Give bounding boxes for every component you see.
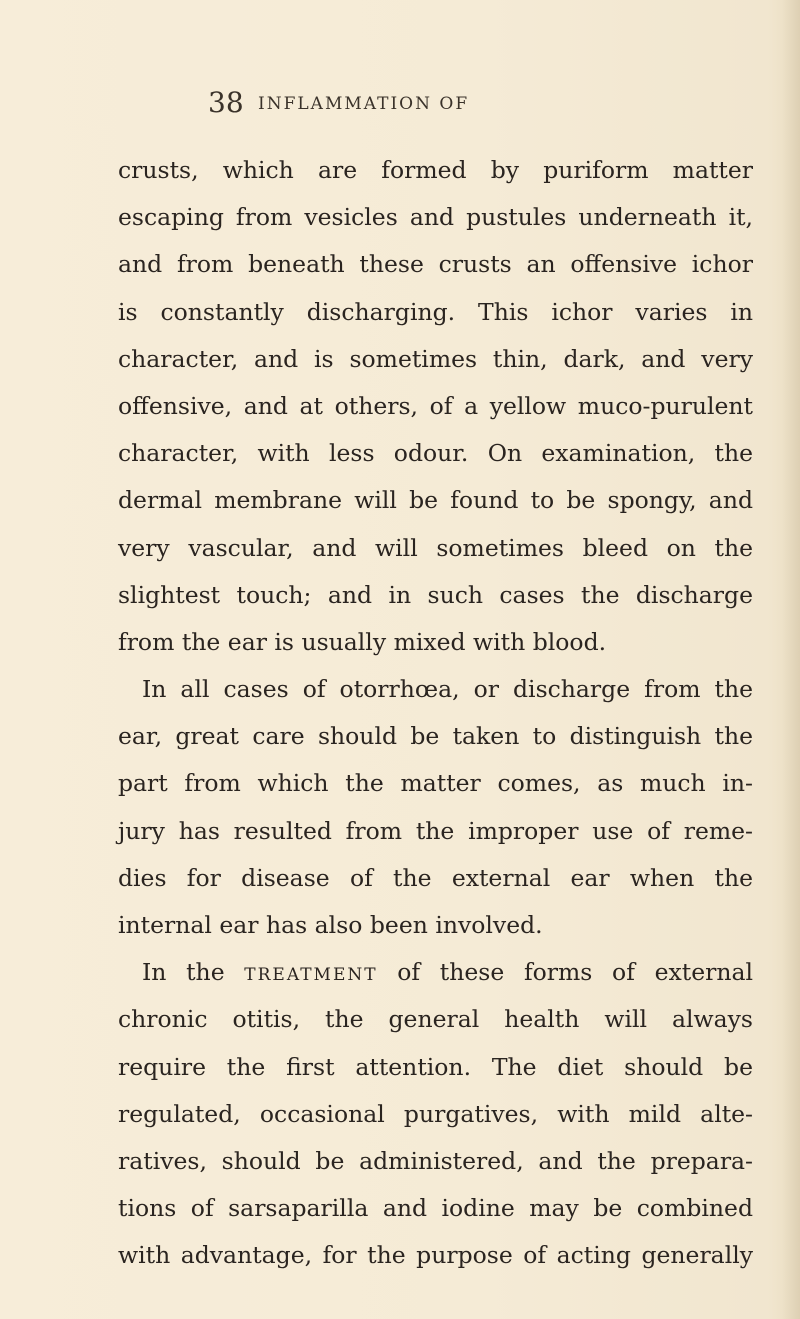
text-line: with advantage, for the purpose of acting generally (118, 1241, 753, 1270)
text-line: dies for disease of the external ear when the (118, 863, 753, 892)
text-line: regulated, occasional purgatives, with mild alte- (118, 1099, 753, 1128)
text-line: ear, great care should be taken to distinguish the (118, 722, 753, 751)
text-line: require the first attention. The diet should be (118, 1052, 753, 1081)
text-line: chronic otitis, the general health will always (118, 1005, 753, 1034)
text-line: tions of sarsaparilla and iodine may be combined (118, 1194, 753, 1223)
text-line: escaping from vesicles and pustules underneath it, (118, 203, 753, 232)
text-line: is constantly discharging. This ichor varies in (118, 297, 753, 326)
text-line: very vascular, and will sometimes bleed on the (118, 533, 753, 562)
text-line: ratives, should be administered, and the prepara- (118, 1146, 753, 1175)
page-header (208, 86, 788, 132)
text-line: character, with less odour. On examination, the (118, 439, 753, 468)
text-line: In all cases of otorrhœa, or discharge from the (142, 675, 753, 704)
text-line: crusts, which are formed by puriform matter (118, 156, 753, 184)
treatment-line-start: In the (142, 958, 245, 987)
text-line: slightest touch; and in such cases the discharge (118, 580, 753, 609)
treatment-line-end: of these forms of external (377, 958, 754, 987)
page-edge-shadow (782, 0, 800, 1319)
page-number: 38 (208, 86, 244, 119)
text-line: dermal membrane will be found to be spongy, and (118, 486, 753, 515)
treatment-line (118, 949, 753, 996)
text-line: and from beneath these crusts an offensive ichor (118, 250, 753, 279)
text-line: part from which the matter comes, as much in- (118, 769, 753, 798)
running-head: INFLAMMATION OF (258, 94, 470, 114)
text-line: offensive, and at others, of a yellow muco-purulent (118, 391, 753, 420)
text-line: internal ear has also been involved. (118, 911, 543, 939)
body-text (118, 147, 753, 1280)
treatment-smallcaps: TREATMENT (244, 965, 378, 986)
text-line: character, and is sometimes thin, dark, and very (118, 344, 753, 373)
text-line: jury has resulted from the improper use of reme- (118, 816, 753, 845)
text-line: from the ear is usually mixed with blood. (118, 627, 607, 656)
